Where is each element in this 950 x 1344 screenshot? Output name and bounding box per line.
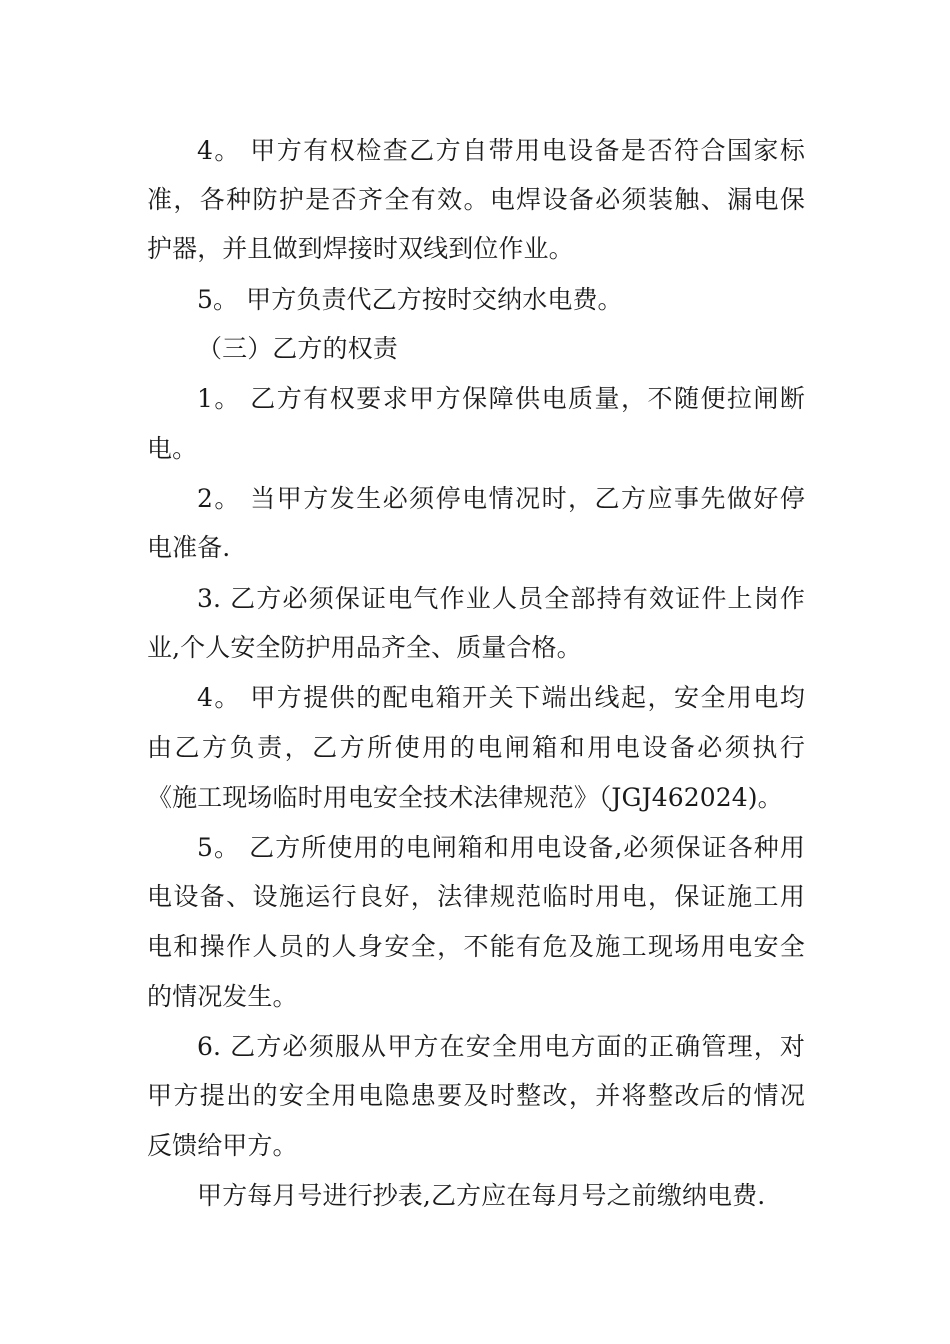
paragraph-5-line-1: 5。 甲方负责代乙方按时交纳水电费。 [197, 285, 623, 314]
item-6-line-2: 甲方提出的安全用电隐患要及时整改，并将整改后的情况 [147, 1081, 805, 1110]
item-6-line-1: 6. 乙方必须服从甲方在安全用电方面的正确管理，对 [197, 1032, 805, 1061]
item-1-line-1: 1。 乙方有权要求甲方保障供电质量，不随便拉闸断 [197, 384, 805, 413]
item-2-line-2: 电准备. [147, 533, 231, 562]
item-3-line-1: 3. 乙方必须保证电气作业人员全部持有效证件上岗作 [197, 584, 805, 613]
billing-note: 甲方每月号进行抄表,乙方应在每月号之前缴纳电费. [197, 1181, 766, 1210]
paragraph-4-line-3: 护器，并且做到焊接时双线到位作业。 [147, 234, 574, 263]
item-5-line-2: 电设备、设施运行良好，法律规范临时用电，保证施工用 [147, 882, 805, 911]
item-5-line-4: 的情况发生。 [147, 982, 298, 1011]
item-5-line-1: 5。 乙方所使用的电闸箱和用电设备,必须保证各种用 [197, 833, 805, 862]
item-4-line-1: 4。 甲方提供的配电箱开关下端出线起，安全用电均 [197, 683, 805, 712]
item-4-line-3: 《施工现场临时用电安全技术法律规范》（JGJ462024)。 [147, 783, 783, 812]
item-6-line-3: 反馈给甲方。 [147, 1131, 298, 1160]
paragraph-4-line-1: 4。 甲方有权检查乙方自带用电设备是否符合国家标 [197, 136, 805, 165]
item-1-line-2: 电。 [147, 434, 198, 463]
section-heading: （三）乙方的权责 [197, 334, 398, 363]
paragraph-4-line-2: 准，各种防护是否齐全有效。电焊设备必须装触、漏电保 [147, 185, 805, 214]
item-2-line-1: 2。 当甲方发生必须停电情况时，乙方应事先做好停 [197, 484, 805, 513]
item-5-line-3: 电和操作人员的人身安全，不能有危及施工现场用电安全 [147, 932, 805, 961]
item-4-line-2: 由乙方负责，乙方所使用的电闸箱和用电设备必须执行 [147, 733, 805, 762]
item-3-line-2: 业,个人安全防护用品齐全、质量合格。 [147, 633, 582, 662]
